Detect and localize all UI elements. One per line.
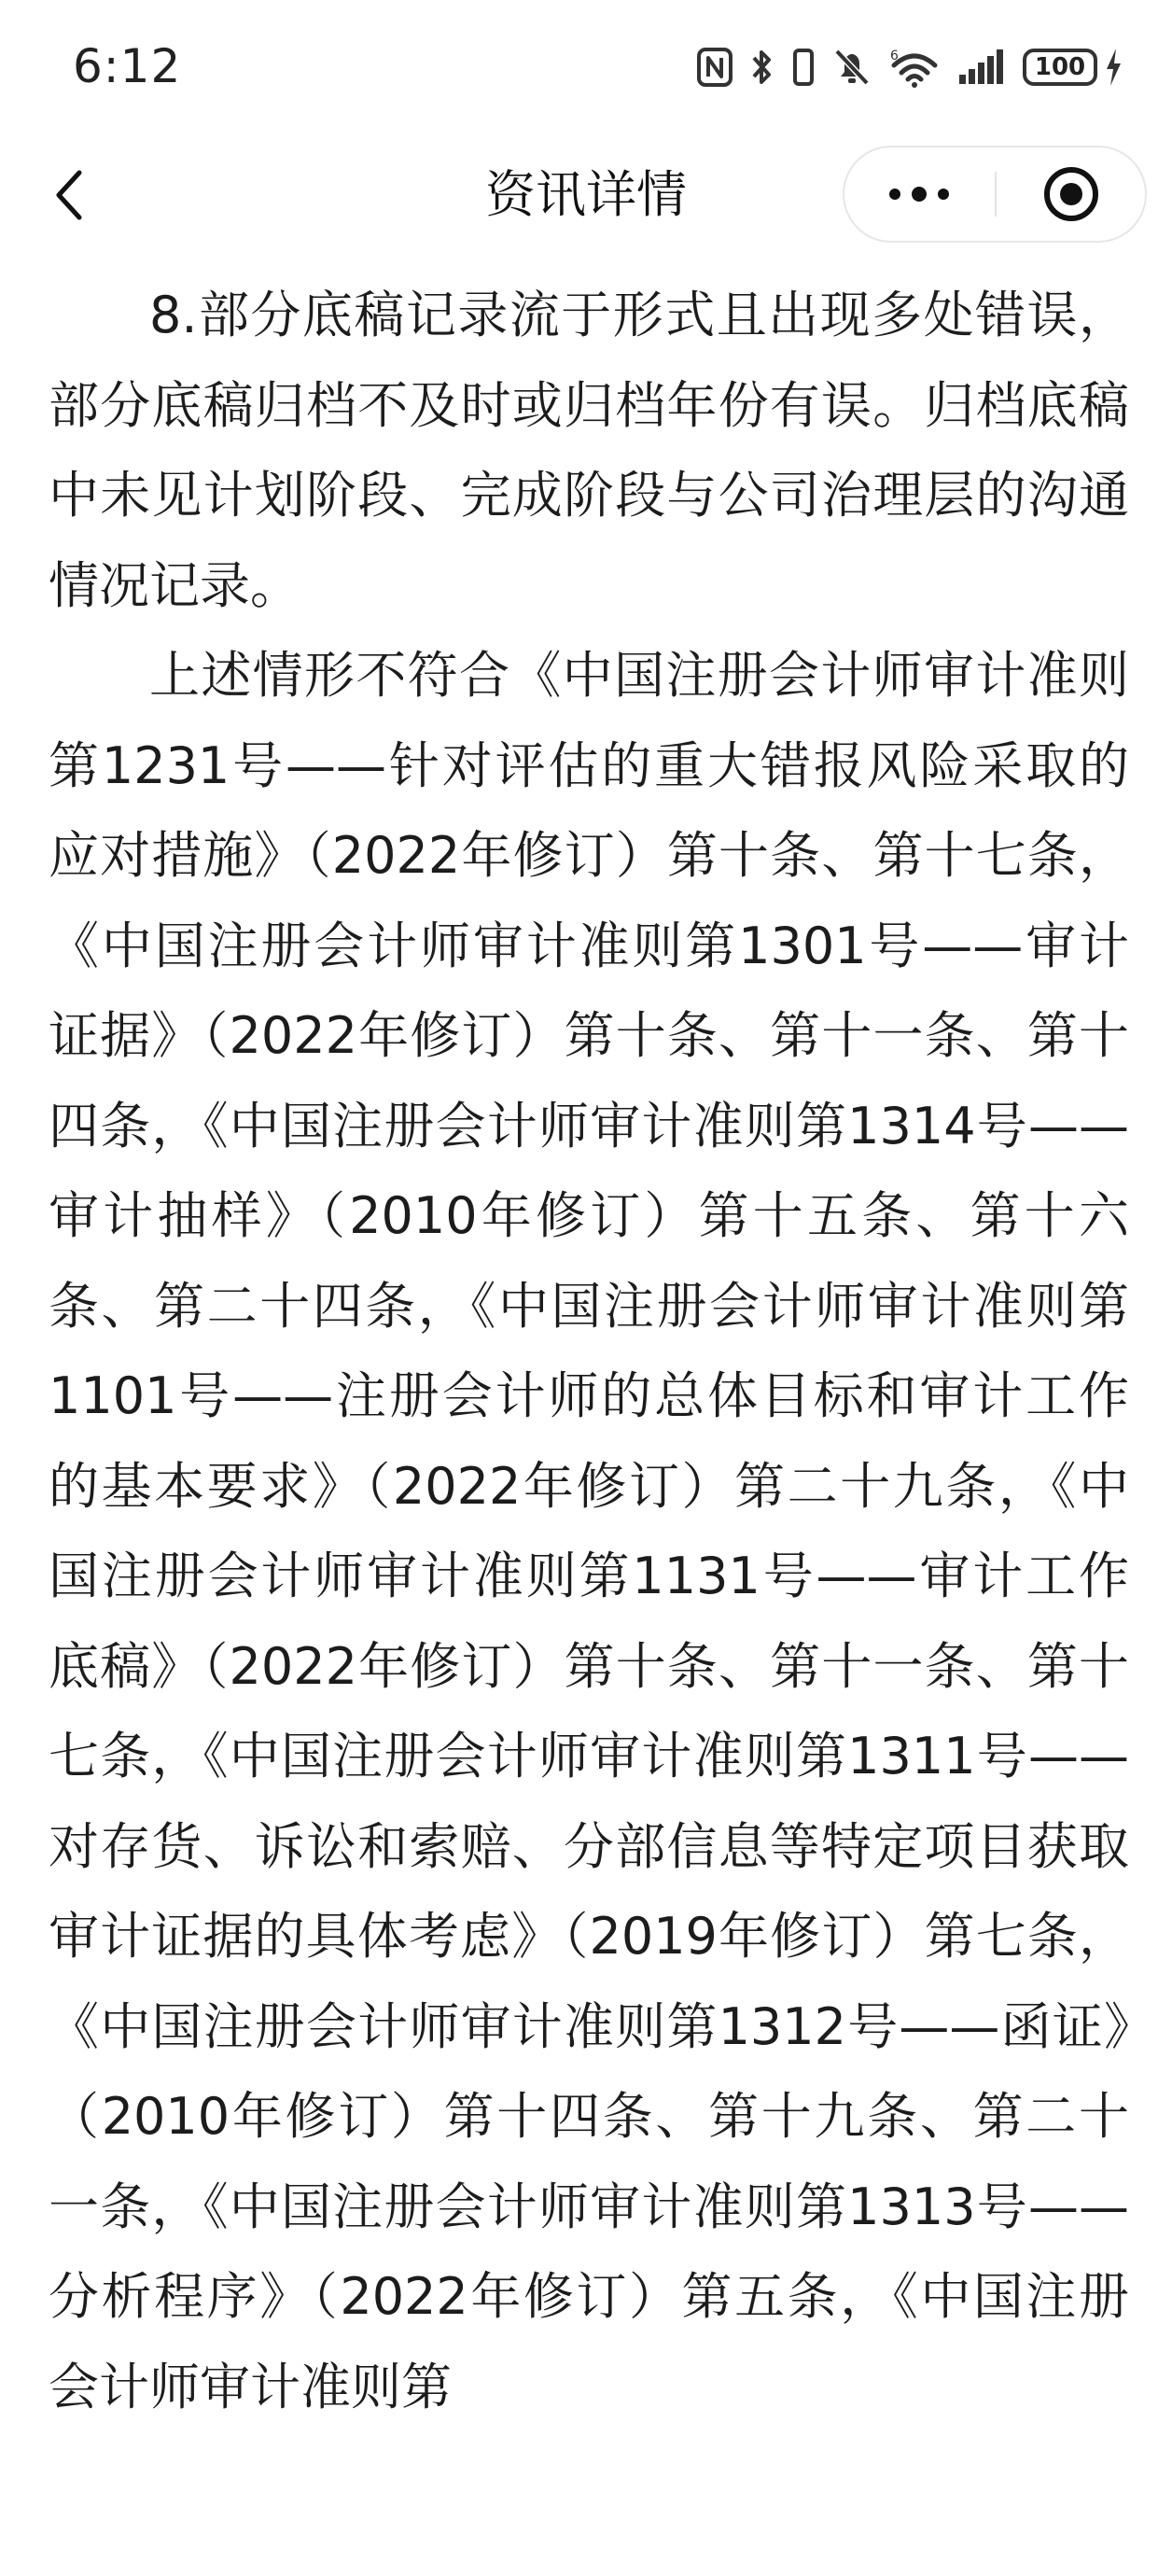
nav-bar xyxy=(0,140,1172,250)
nfc-icon xyxy=(696,47,733,88)
wifi-icon xyxy=(888,47,941,88)
more-button[interactable] xyxy=(844,147,994,241)
status-time: 6:12 xyxy=(73,39,182,93)
article-paragraph: 8.部分底稿记录流于形式且出现多处错误，部分底稿归档不及时或归档年份有误。归档底稿中未见计划阶段、完成阶段与公司治理层的沟通情况记录。 xyxy=(49,286,1129,615)
mini-program-capsule xyxy=(843,146,1147,243)
vibrate-icon xyxy=(791,47,816,88)
close-button[interactable] xyxy=(998,147,1145,241)
svg-text:6: 6 xyxy=(890,49,899,63)
article-paragraph: 上述情形不符合《中国注册会计师审计准则第1231号——针对评估的重大错报风险采取的应对措施》（2022年修订）第十条、第十七条，《中国注册会计师审计准则第1301号——审计证据》（2022年修订）第十条、第十一条、第十四条，《中国注册会计师审计准则第1314号——审计抽样》（2010年修订）第十五条、第十六条、第二十四条，《中国注册会计师审计准则第1101号——注册会计师的总体目标和审计工作的基本要求》（2022年修订）第二十九条，《中国注册会计师审计准则第1131号——审计工作底稿》（2022年修订）第十条、第十一条、第十七条，《中国注册会计师审计准则第1311号——对存货、诉讼和索赔、分部信息等特定项目获取审计证据的具体考虑》（2019年修订）第七条，《中国注册会计师审计准则第1312号——函证》（2010年修订）第十四条、第十九条、第二十一条，《中国注册会计师审计准则第1313号——分析程序》（2022年修订）第五条，《中国注册会计师审计准则第 xyxy=(49,646,1129,2416)
more-dots-icon xyxy=(886,185,953,203)
charging-icon xyxy=(1103,47,1123,88)
article-body xyxy=(49,271,1129,2432)
status-icons xyxy=(696,41,1123,93)
battery-level: 100 xyxy=(1023,49,1097,86)
signal-icon xyxy=(957,47,1006,88)
target-close-icon xyxy=(1041,164,1101,224)
bluetooth-icon xyxy=(750,47,774,88)
mute-icon xyxy=(832,47,872,88)
battery-icon xyxy=(1023,47,1123,88)
capsule-divider xyxy=(995,172,997,217)
page-title: 资讯详情 xyxy=(485,165,687,224)
status-bar xyxy=(0,0,1172,140)
